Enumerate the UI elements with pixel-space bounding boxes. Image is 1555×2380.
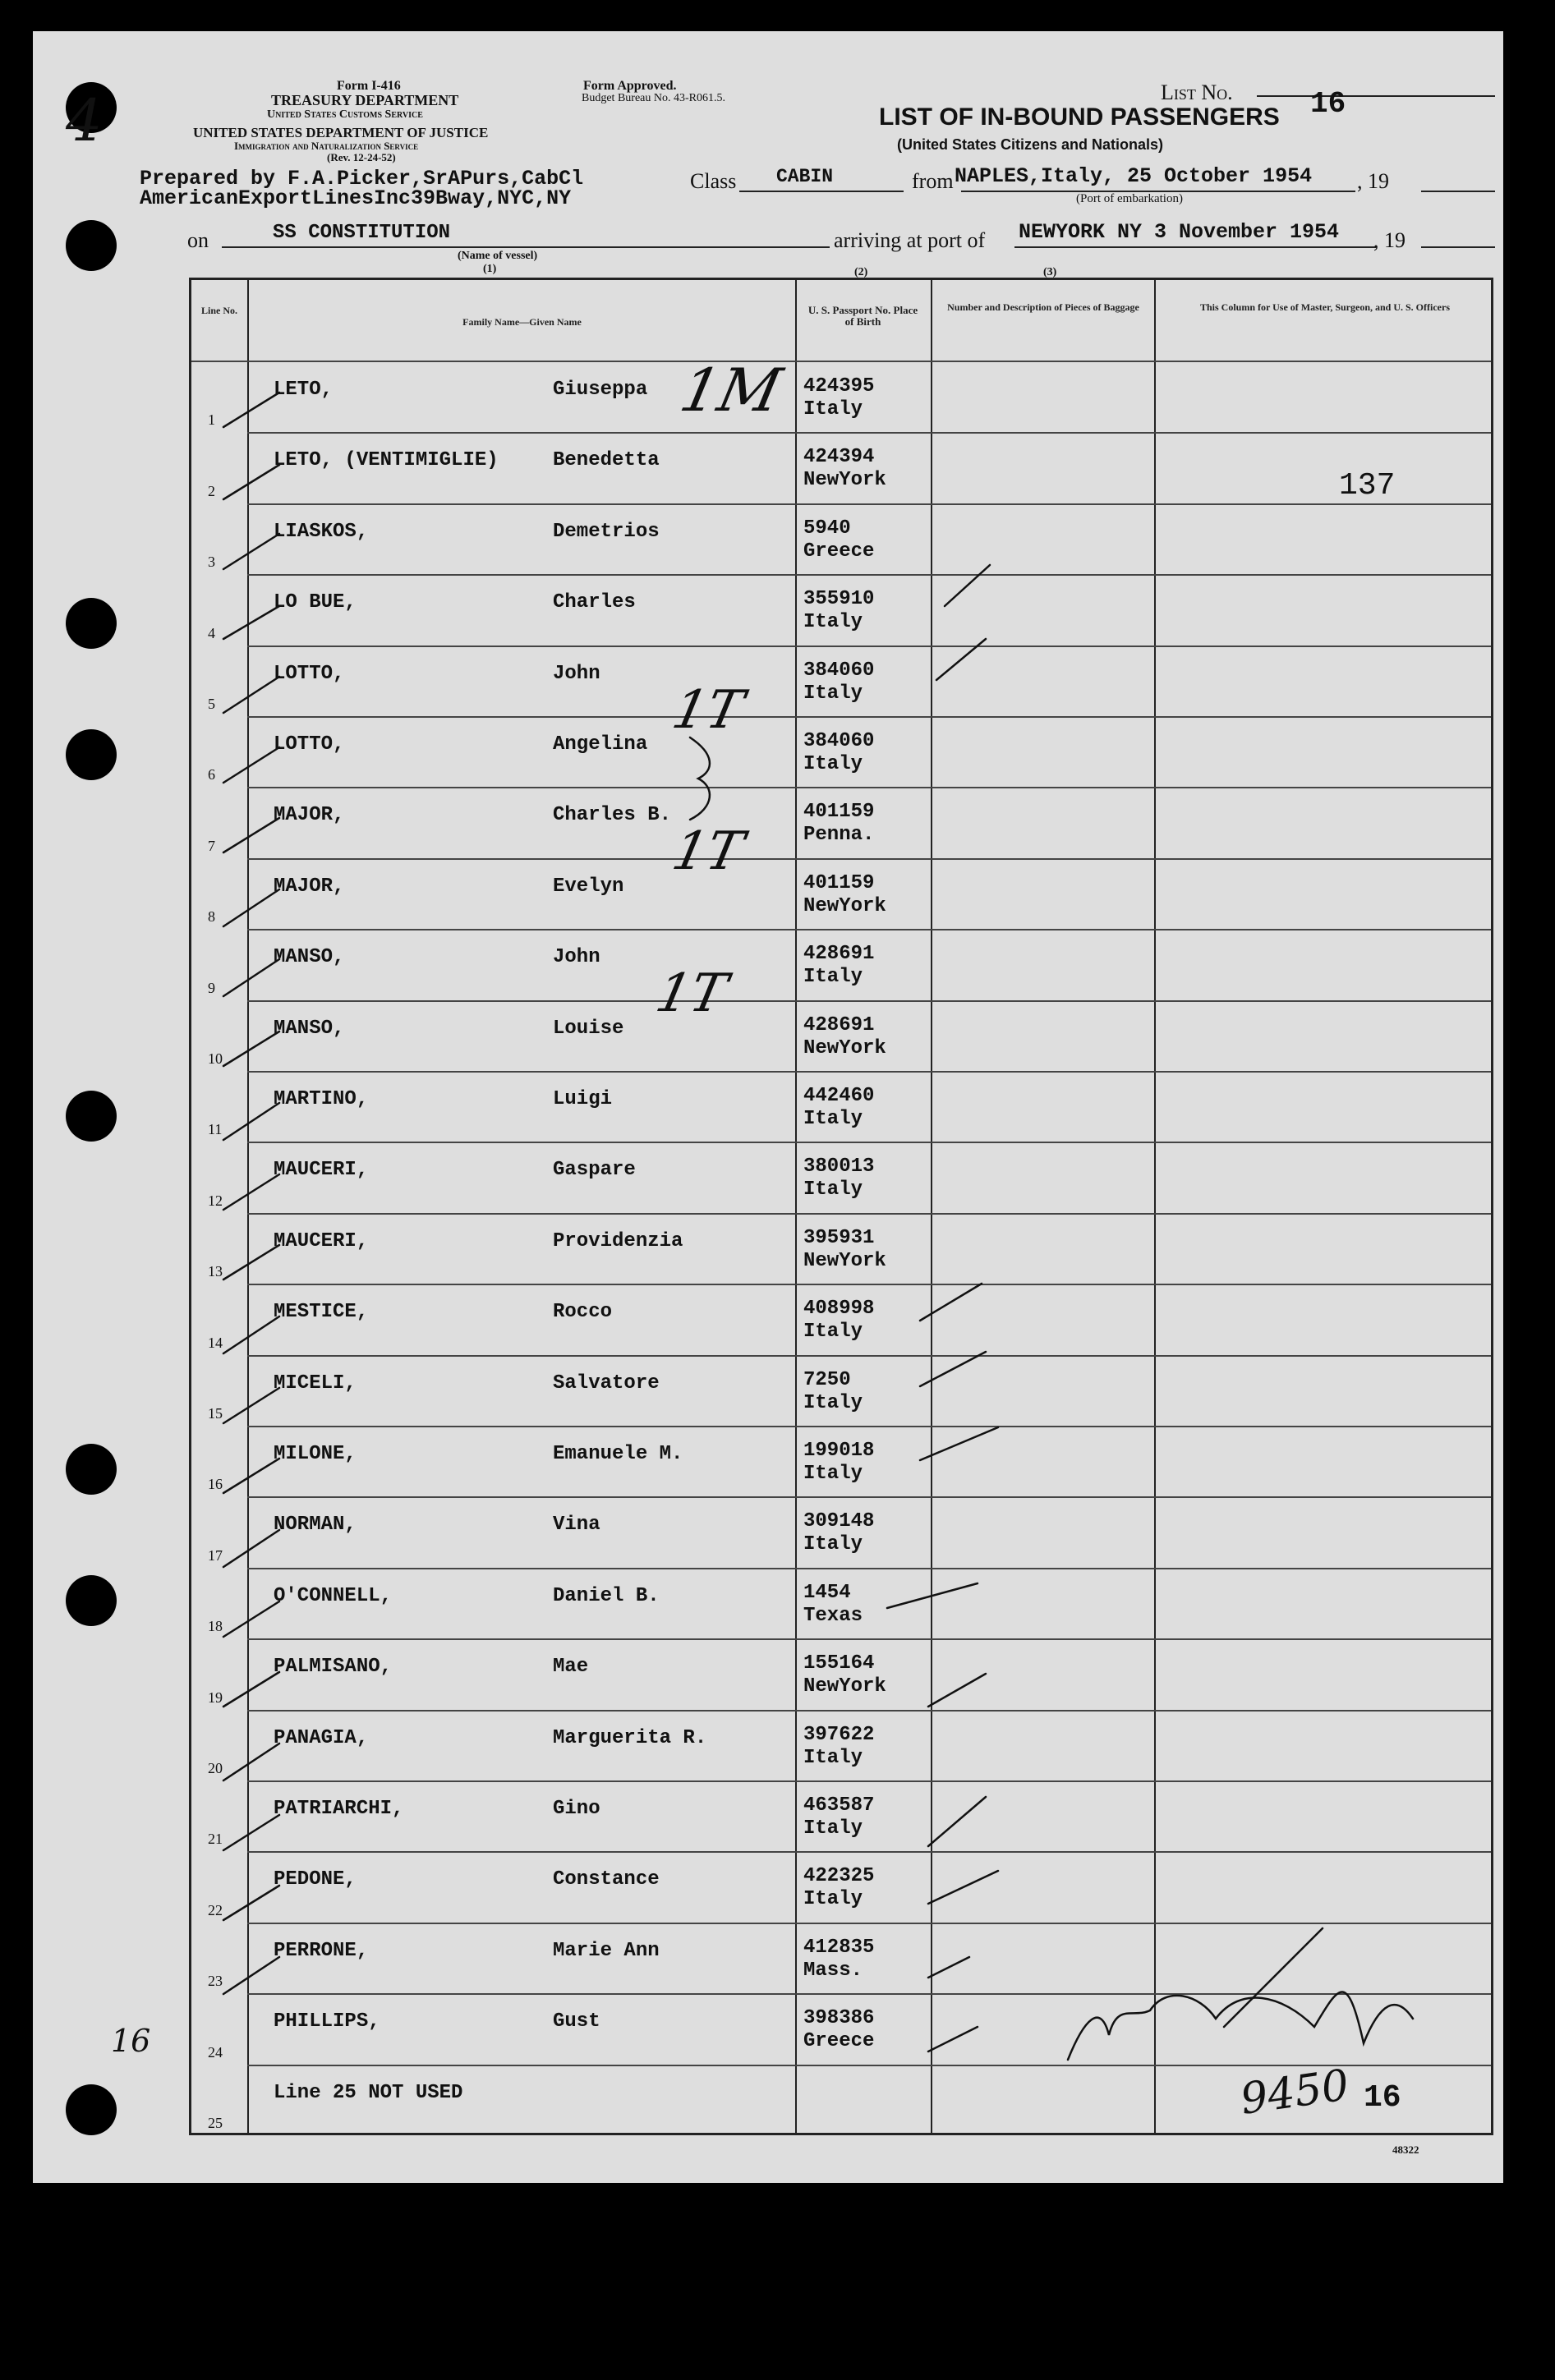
- header-family-name: Family Name—Given Name: [462, 316, 582, 328]
- place-of-birth: Mass.: [803, 1959, 863, 1982]
- line-number: 15: [208, 1404, 223, 1422]
- naturalization-service: Immigration and Naturalization Service: [234, 140, 419, 152]
- family-name: LETO, (VENTIMIGLIE): [274, 449, 499, 472]
- place-of-birth: Italy: [803, 1108, 863, 1130]
- form-number: Form I-416: [337, 79, 401, 93]
- from-label: from: [912, 169, 954, 193]
- line-number: 22: [208, 1901, 223, 1918]
- line-number: 5: [208, 695, 215, 712]
- passport-number: 428691: [803, 943, 875, 966]
- passport-number: 401159: [803, 871, 875, 894]
- passport-number: 397622: [803, 1723, 875, 1746]
- given-name: Mae: [553, 1656, 589, 1679]
- line-number: 20: [208, 1759, 223, 1776]
- prepared-by-line1: Prepared by F.A.Picker,SrAPurs,CabCl: [140, 167, 584, 191]
- family-name: PALMISANO,: [274, 1656, 393, 1679]
- year-suffix: , 19: [1357, 169, 1389, 193]
- family-name: LOTTO,: [274, 733, 345, 756]
- place-of-birth: Italy: [803, 1463, 863, 1485]
- family-name: LO BUE,: [274, 591, 357, 614]
- passport-number: 7250: [803, 1368, 851, 1391]
- family-name: MILONE,: [274, 1443, 357, 1465]
- line-number: 3: [208, 554, 215, 571]
- pen-strokes: [33, 31, 1503, 2183]
- line-number: 14: [208, 1334, 223, 1351]
- line-number: 16: [208, 1476, 223, 1493]
- vessel-caption: (Name of vessel): [458, 250, 538, 262]
- line-number: 21: [208, 1831, 223, 1848]
- document-page: [33, 31, 1503, 2183]
- top-left-mark: 4: [66, 87, 103, 154]
- place-of-birth: NewYork: [803, 1036, 886, 1059]
- given-name: Emanuele M.: [553, 1443, 683, 1465]
- place-of-birth: NewYork: [803, 894, 886, 917]
- passport-number: 384060: [803, 659, 875, 682]
- service-name: United States Customs Service: [267, 108, 423, 121]
- place-of-birth: Italy: [803, 1391, 863, 1414]
- family-name: LETO,: [274, 379, 334, 401]
- header-officers: This Column for Use of Master, Surgeon, and U. S. Officers: [1199, 301, 1450, 313]
- passport-number: 355910: [803, 588, 875, 611]
- place-of-birth: Penna.: [803, 824, 875, 847]
- given-name: Giuseppa: [553, 379, 648, 401]
- line-number: 6: [208, 766, 215, 783]
- tally-mark: 1T: [651, 963, 733, 1024]
- passport-number: 384060: [803, 730, 875, 752]
- department-name: TREASURY DEPARTMENT: [271, 92, 459, 108]
- passport-number: 442460: [803, 1085, 875, 1107]
- place-of-birth: Greece: [803, 2030, 875, 2053]
- list-no-label: List No.: [1161, 80, 1233, 104]
- header-baggage: Number and Description of Pieces of Baggage: [947, 301, 1139, 313]
- passport-number: 380013: [803, 1156, 875, 1179]
- revision: (Rev. 12-24-52): [327, 151, 396, 163]
- family-name: PERRONE,: [274, 1939, 369, 1962]
- line-number: 17: [208, 1546, 223, 1564]
- officer-number: 137: [1339, 468, 1396, 503]
- given-name: Luigi: [553, 1088, 613, 1110]
- stamp-number: 16: [1364, 2080, 1401, 2116]
- given-name: Angelina: [553, 733, 648, 756]
- place-of-birth: NewYork: [803, 1249, 886, 1272]
- family-name: LIASKOS,: [274, 520, 369, 543]
- passport-number: 428691: [803, 1013, 875, 1036]
- family-name: PATRIARCHI,: [274, 1798, 404, 1820]
- passport-number: 412835: [803, 1936, 875, 1959]
- family-name: MAUCERI,: [274, 1229, 369, 1252]
- family-name: PHILLIPS,: [274, 2010, 380, 2033]
- list-title: LIST OF IN-BOUND PASSENGERS: [879, 103, 1280, 131]
- given-name: Benedetta: [553, 449, 660, 472]
- place-of-birth: Italy: [803, 1533, 863, 1556]
- family-name: MESTICE,: [274, 1301, 369, 1324]
- given-name: Marguerita R.: [553, 1726, 707, 1749]
- given-name: Rocco: [553, 1301, 613, 1324]
- place-of-birth: Italy: [803, 1888, 863, 1911]
- budget-bureau: Budget Bureau No. 43-R061.5.: [582, 92, 725, 104]
- given-name: Charles B.: [553, 804, 672, 827]
- col2-number: (2): [854, 266, 868, 278]
- line-number: 24: [208, 2043, 223, 2061]
- passport-number: 1454: [803, 1581, 851, 1604]
- line-number: 25: [208, 2114, 223, 2131]
- family-name: LOTTO,: [274, 662, 345, 685]
- given-name: Evelyn: [553, 875, 624, 898]
- passport-number: 424394: [803, 446, 875, 469]
- passport-number: 395931: [803, 1226, 875, 1249]
- place-of-birth: Italy: [803, 611, 863, 634]
- given-name: Gaspare: [553, 1159, 636, 1182]
- family-name: NORMAN,: [274, 1514, 357, 1537]
- prepared-by-line2: AmericanExportLinesInc39Bway,NYC,NY: [140, 186, 572, 210]
- line-number: 2: [208, 482, 215, 499]
- family-name: MAUCERI,: [274, 1159, 369, 1182]
- vessel-value: SS CONSTITUTION: [273, 222, 451, 244]
- passport-number: 398386: [803, 2007, 875, 2030]
- given-name: Demetrios: [553, 520, 660, 543]
- form-code: 48322: [1392, 2143, 1419, 2156]
- place-of-birth: Italy: [803, 1321, 863, 1344]
- line-number: 9: [208, 979, 215, 996]
- family-name: MAJOR,: [274, 804, 345, 827]
- passport-number: 408998: [803, 1298, 875, 1321]
- line-number: 12: [208, 1192, 223, 1209]
- port-caption: (Port of embarkation): [1076, 192, 1183, 205]
- class-label: Class: [690, 169, 737, 193]
- given-name: Salvatore: [553, 1371, 660, 1394]
- list-no-value: 16: [1310, 87, 1346, 121]
- place-of-birth: Texas: [803, 1604, 863, 1627]
- line-number: 13: [208, 1263, 223, 1280]
- list-subtitle: (United States Citizens and Nationals): [897, 136, 1164, 153]
- arriving-label: arriving at port of: [834, 228, 986, 252]
- form-approved: Form Approved.: [583, 79, 677, 93]
- place-of-birth: Italy: [803, 682, 863, 705]
- line-number: 10: [208, 1050, 223, 1067]
- passport-number: 5940: [803, 517, 851, 540]
- line-number: 4: [208, 624, 215, 641]
- arriving-value: NEWYORK NY 3 November 1954: [1019, 220, 1340, 244]
- line-number: 19: [208, 1689, 223, 1706]
- year-suffix-2: , 19: [1373, 228, 1405, 252]
- passport-number: 424395: [803, 375, 875, 397]
- header-passport: U. S. Passport No. Place of Birth: [807, 304, 918, 328]
- line-number: 11: [208, 1121, 223, 1138]
- place-of-birth: NewYork: [803, 469, 886, 492]
- line-number: 7: [208, 837, 215, 854]
- class-value: CABIN: [776, 166, 834, 187]
- given-name: Vina: [553, 1514, 600, 1537]
- tally-mark: 1T: [667, 821, 749, 882]
- passport-number: 401159: [803, 801, 875, 824]
- passport-number: 309148: [803, 1510, 875, 1533]
- given-name: Constance: [553, 1868, 660, 1891]
- place-of-birth: Italy: [803, 753, 863, 775]
- header-line-no: Line No.: [200, 305, 237, 316]
- from-value: NAPLES,Italy, 25 October 1954: [955, 164, 1313, 188]
- tally-mark: 1T: [667, 680, 749, 741]
- passport-number: 463587: [803, 1794, 875, 1817]
- family-name: O'CONNELL,: [274, 1584, 393, 1607]
- line-number: 1: [208, 411, 215, 429]
- given-name: Gust: [553, 2010, 600, 2033]
- given-name: Louise: [553, 1017, 624, 1040]
- family-name: MAJOR,: [274, 875, 345, 898]
- col1-number: (1): [483, 263, 497, 275]
- line-number: 8: [208, 908, 215, 926]
- justice-dept: UNITED STATES DEPARTMENT OF JUSTICE: [193, 125, 489, 140]
- given-name: Charles: [553, 591, 636, 614]
- tally-mark: 1M: [674, 356, 788, 425]
- family-name: Line 25 NOT USED: [274, 2081, 463, 2104]
- handwritten-number: 9450: [1237, 2061, 1352, 2125]
- passport-number: 155164: [803, 1652, 875, 1675]
- family-name: PANAGIA,: [274, 1726, 369, 1749]
- passport-number: 422325: [803, 1865, 875, 1888]
- given-name: Providenzia: [553, 1229, 683, 1252]
- family-name: PEDONE,: [274, 1868, 357, 1891]
- place-of-birth: Italy: [803, 1746, 863, 1769]
- line-number: 23: [208, 1973, 223, 1990]
- family-name: MARTINO,: [274, 1088, 369, 1110]
- line-number: 18: [208, 1618, 223, 1635]
- on-label: on: [187, 228, 209, 252]
- family-name: MANSO,: [274, 1017, 345, 1040]
- given-name: Marie Ann: [553, 1939, 660, 1962]
- given-name: Gino: [553, 1798, 600, 1820]
- given-name: John: [553, 662, 600, 685]
- place-of-birth: NewYork: [803, 1675, 886, 1698]
- passport-number: 199018: [803, 1440, 875, 1462]
- family-name: MICELI,: [274, 1371, 357, 1394]
- place-of-birth: Greece: [803, 540, 875, 563]
- given-name: John: [553, 946, 600, 969]
- place-of-birth: Italy: [803, 1179, 863, 1201]
- family-name: MANSO,: [274, 946, 345, 969]
- side-number: 16: [111, 2023, 151, 2059]
- col3-number: (3): [1043, 266, 1057, 278]
- given-name: Daniel B.: [553, 1584, 660, 1607]
- place-of-birth: Italy: [803, 966, 863, 989]
- place-of-birth: Italy: [803, 398, 863, 420]
- place-of-birth: Italy: [803, 1817, 863, 1840]
